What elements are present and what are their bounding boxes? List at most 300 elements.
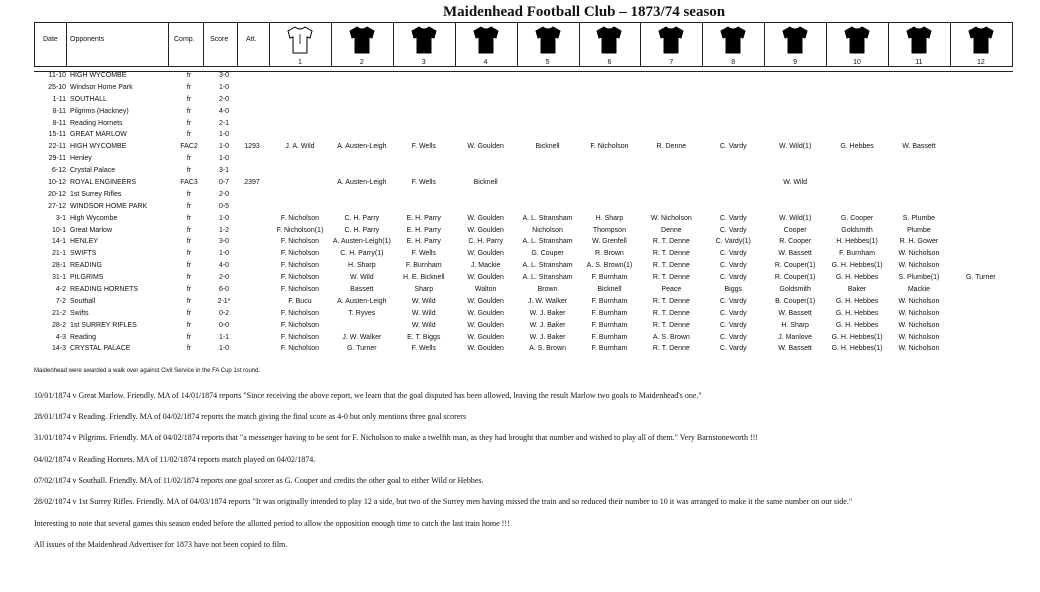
match-score: 2-1 (218, 119, 230, 127)
player-name: Denne (661, 226, 682, 234)
note-line: 31/01/1874 v Pilgrims. Friendly. MA of 04/02/1874 reports that "a messenger having to be sent for F. Nicholson to make a twelfth man, as they had brought that number and wished to play all of them." Very Barnstoneworth !!! (34, 433, 758, 442)
match-date: 4-2 (55, 286, 66, 294)
match-score: 1-0 (218, 83, 230, 91)
page-title: Maidenhead Football Club – 1873/74 season (443, 4, 726, 20)
player-name: W. Goulden (467, 143, 504, 151)
player-name: F. Nicholson (280, 321, 319, 329)
match-competition: fr (186, 119, 192, 127)
match-score: 0-5 (218, 202, 230, 210)
player-name: F. Nicholson (590, 143, 629, 151)
match-competition: fr (186, 262, 192, 270)
player-name: W. Goulden (467, 321, 504, 329)
player-name: W. Goulden (467, 309, 504, 317)
player-name: Walton (474, 286, 497, 294)
match-date: 14-3 (51, 345, 66, 353)
player-name: G. Turner (966, 274, 996, 282)
match-date: 21-1 (51, 250, 66, 258)
match-opponent: SWIFTS (70, 250, 97, 258)
match-opponent: WINDSOR HOME PARK (70, 202, 148, 210)
match-opponent: Swifts (70, 309, 89, 317)
note-line: 28/01/1874 v Reading. Friendly. MA of 04/02/1874 reports the match giving the final score as 4-0 but only mentions three goal scorers (34, 412, 467, 421)
player-number: 8 (731, 59, 736, 66)
match-opponent: Reading (70, 333, 97, 341)
match-competition: fr (186, 238, 192, 246)
player-name: R. T. Denne (652, 297, 690, 305)
match-competition: fr (186, 107, 192, 115)
player-name: G. H. Hebbes(1) (831, 333, 883, 341)
player-name: J. Manlove (778, 333, 813, 341)
player-column-header (950, 23, 1012, 66)
black-shirt-icon (720, 26, 746, 54)
match-opponent: Southall (70, 297, 96, 305)
player-number: 12 (976, 59, 985, 66)
player-name: C. Vardy (719, 297, 747, 305)
player-name: F. Bucu (288, 297, 312, 305)
player-number: 10 (853, 59, 861, 66)
player-name: W. Wild (411, 297, 436, 305)
match-competition: fr (186, 309, 192, 317)
player-name: C. Vardy (719, 309, 747, 317)
match-date: 15-11 (48, 131, 66, 139)
player-name: W. Nicholson (898, 297, 940, 305)
match-date: 20-12 (48, 190, 66, 198)
match-competition: FAC3 (180, 179, 198, 187)
match-competition: fr (186, 226, 192, 234)
match-competition: fr (186, 345, 192, 353)
match-row (34, 296, 1034, 308)
match-row (34, 153, 1034, 165)
match-score: 2-1* (217, 297, 231, 305)
player-name: J. W. Walker (528, 297, 568, 305)
player-name: W. Wild (783, 179, 807, 187)
match-score: 0-0 (218, 321, 230, 329)
player-name: F. Nicholson (280, 250, 319, 258)
player-name: F. Burnham (591, 321, 628, 329)
match-opponent: CRYSTAL PALACE (70, 345, 131, 353)
match-row (34, 308, 1034, 320)
player-name: E. H. Parry (406, 226, 441, 234)
match-date: 28-1 (51, 262, 66, 270)
match-score: 2-0 (218, 95, 230, 103)
player-number: 5 (545, 59, 550, 66)
player-name: F. Burnham (591, 333, 628, 341)
walkover-note: Maidenhead were awarded a walk over against Civil Service in the FA Cup 1st round. (34, 368, 261, 374)
note-line: Interesting to note that several games this season ended before the allotted period to allow the opposition enough time to catch the last train home !!! (34, 519, 510, 528)
player-name: R. Couper(1) (774, 274, 816, 282)
header-divider (203, 22, 204, 67)
player-name: W. Wild(1) (779, 143, 812, 151)
match-opponent: READING (70, 262, 102, 270)
player-name: C. H. Parry (468, 238, 503, 246)
player-name: F. Burnham (405, 262, 442, 270)
match-competition: fr (186, 95, 192, 103)
match-score: 1-0 (218, 131, 230, 139)
player-name: W. Goulden (467, 250, 504, 258)
player-column-header (764, 23, 826, 66)
match-row (34, 343, 1034, 355)
header-divider (237, 22, 238, 67)
player-name: W. Bassett (778, 345, 812, 353)
match-competition: fr (186, 72, 192, 79)
player-name: G. Cooper (840, 214, 874, 222)
player-column-header (888, 23, 950, 66)
match-score: 3-1 (218, 167, 230, 175)
player-name: A. L. Stransham (522, 238, 573, 246)
match-row (34, 82, 1034, 94)
match-opponent: 1st SURREY RIFLES (70, 321, 137, 329)
player-column-header (331, 23, 393, 66)
player-name: A. L. Stransham (522, 214, 573, 222)
header-att: Att. (246, 36, 257, 43)
player-name: E. H. Parry (406, 238, 441, 246)
match-date: 1-11 (52, 95, 66, 103)
player-name: C. Vardy (719, 143, 747, 151)
match-date: 22-11 (48, 143, 66, 151)
player-name: A. S. Brown (652, 333, 690, 341)
player-name: G. H. Hebbes (835, 297, 879, 305)
match-row (34, 260, 1034, 272)
match-row (34, 141, 1034, 153)
player-name: F. Nicholson (280, 262, 319, 270)
player-name: C. Vardy (719, 345, 747, 353)
note-line: 07/02/1874 v Southall. Friendly. MA of 11/02/1874 reports one goal scorer as G. Couper and credits the other goal to either Wild or Hebbes. (34, 476, 484, 485)
match-score: 1-0 (218, 143, 230, 151)
match-competition: fr (186, 202, 192, 210)
match-score: 1-0 (218, 345, 230, 353)
player-name: F. Burnham (591, 345, 628, 353)
player-name: T. Ryves (348, 309, 376, 317)
player-name: E. H. Parry (406, 214, 441, 222)
player-name: C. H. Parry(1) (340, 250, 384, 258)
match-row (34, 177, 1034, 189)
player-name: E. T. Biggs (407, 333, 441, 341)
player-name: Brown (537, 286, 558, 294)
player-name: F. Nicholson (280, 274, 319, 282)
match-score: 1-1 (218, 333, 230, 341)
player-name: C. Vardy (719, 274, 747, 282)
player-name: F. Burnham (591, 274, 628, 282)
player-name: F. Wells (411, 345, 436, 353)
player-name: G. H. Hebbes (835, 321, 879, 329)
player-column-header (579, 23, 641, 66)
match-row (34, 213, 1034, 225)
player-number: 1 (297, 59, 302, 66)
player-name: H. Sharp (348, 262, 376, 270)
player-name: W. Nicholson (898, 262, 940, 270)
player-name: W. Goulden (467, 345, 504, 353)
player-name: W. Wild (411, 321, 436, 329)
player-name: F. Wells (411, 143, 436, 151)
match-row (34, 129, 1034, 141)
player-name: F. Burnham (591, 297, 628, 305)
player-name: W. Wild (411, 309, 436, 317)
player-name: R. T. Denne (652, 309, 690, 317)
player-name: J. Mackie (470, 262, 501, 270)
player-name: H. Hebbes(1) (836, 238, 878, 246)
note-line: All issues of the Maidenhead Advertiser for 1873 have not been copied to film. (34, 540, 288, 549)
note-line: 10/01/1874 v Great Marlow. Friendly. MA of 14/01/1874 reports "Since receiving the above report, we learn that the goal disputed has been allowed, leaving the result Marlow two goals to Maidenhead's one." (34, 391, 702, 400)
black-shirt-icon (906, 26, 932, 54)
player-name: Mackie (907, 286, 931, 294)
player-name: R. H. Gower (899, 238, 939, 246)
match-date: 10-1 (51, 226, 66, 234)
match-opponent: PILGRIMS (70, 274, 104, 282)
player-name: C. Vardy (719, 226, 747, 234)
match-date: 28-2 (51, 321, 66, 329)
header-divider (66, 22, 67, 67)
player-name: W. Nicholson (650, 214, 692, 222)
header-date: Date (43, 36, 58, 43)
player-name: C. Vardy (719, 333, 747, 341)
player-name: R. T. Denne (652, 250, 690, 258)
black-shirt-icon (844, 26, 870, 54)
match-date: 6-12 (51, 167, 66, 175)
player-name: W. Nicholson (898, 345, 940, 353)
player-name: W. J. Baker (529, 333, 566, 341)
player-name: G. H. Hebbes(1) (831, 345, 883, 353)
player-name: F. Nicholson(1) (276, 226, 324, 234)
player-name: R. Denne (656, 143, 687, 151)
match-competition: fr (186, 321, 192, 329)
match-competition: fr (186, 131, 192, 139)
match-opponent: Pilgrims (Hackney) (70, 107, 129, 115)
match-row (34, 165, 1034, 177)
header-score: Score (210, 36, 229, 43)
match-row (34, 118, 1034, 130)
match-score: 1-0 (218, 214, 230, 222)
black-shirt-icon (658, 26, 684, 54)
match-score: 1-0 (218, 155, 230, 163)
player-name: F. Nicholson (280, 333, 319, 341)
player-name: R. T. Denne (652, 345, 690, 353)
player-name: Baker (847, 286, 867, 294)
match-competition: fr (186, 214, 192, 222)
player-column-header (269, 23, 331, 66)
match-opponent: Henley (70, 155, 92, 163)
match-row (34, 332, 1034, 344)
player-name: G. Turner (347, 345, 377, 353)
player-name: Bicknell (597, 286, 622, 294)
player-name: H. Sharp (781, 321, 809, 329)
player-name: A. L. Stransham (522, 262, 573, 270)
match-row (34, 284, 1034, 296)
match-opponent: GREAT MARLOW (70, 131, 127, 139)
match-opponent: Great Marlow (70, 226, 113, 234)
match-opponent: HIGH WYCOMBE (70, 72, 127, 79)
player-name: C. Vardy (719, 214, 747, 222)
match-attendance: 1293 (244, 143, 260, 151)
match-table (34, 70, 1034, 355)
match-date: 25-10 (48, 83, 66, 91)
black-shirt-icon (473, 26, 499, 54)
match-score: 3-0 (218, 238, 230, 246)
player-name: F. Wells (411, 250, 436, 258)
player-name: A. Austen-Leigh (337, 143, 387, 151)
match-date: 21-2 (51, 309, 66, 317)
match-row (34, 189, 1034, 201)
player-name: F. Nicholson (280, 286, 319, 294)
match-attendance: 2397 (244, 179, 260, 187)
player-number: 3 (421, 59, 426, 66)
match-opponent: HENLEY (70, 238, 99, 246)
player-name: Bicknell (535, 143, 560, 151)
match-date: 7-2 (55, 297, 66, 305)
match-row (34, 106, 1034, 118)
header-comp: Comp. (174, 36, 195, 43)
match-opponent: High Wycombe (70, 214, 118, 222)
black-shirt-icon (782, 26, 808, 54)
player-name: F. Burnham (839, 250, 875, 258)
note-line: 04/02/1874 v Reading Hornets. MA of 11/02/1874 reports match played on 04/02/1874. (34, 455, 316, 464)
match-date: 8-11 (52, 107, 66, 115)
match-competition: fr (186, 333, 192, 341)
player-name: A. L. Stransham (522, 274, 573, 282)
player-name: W. Wild(1) (779, 214, 812, 222)
player-name: F. Nicholson (280, 238, 319, 246)
player-name: W. Bassett (778, 309, 812, 317)
player-name: W. Goulden (467, 333, 504, 341)
player-name: S. Plumbe(1) (898, 274, 940, 282)
match-score: 2-0 (218, 190, 230, 198)
player-name: C. Vardy(1) (715, 238, 751, 246)
player-name: W. Nicholson (898, 309, 940, 317)
player-name: Biggs (724, 286, 742, 294)
header-divider (168, 22, 169, 67)
player-name: B. Couper(1) (775, 297, 816, 305)
player-name: Plumbe (907, 226, 931, 234)
match-competition: fr (186, 167, 192, 175)
player-name: R. T. Denne (652, 321, 690, 329)
player-name: A. S. Brown(1) (586, 262, 633, 270)
player-name: R. Brown (595, 250, 624, 258)
match-score: 4-0 (218, 107, 230, 115)
player-name: F. Nicholson (280, 345, 319, 353)
player-number: 9 (793, 59, 798, 66)
player-name: Sharp (414, 286, 434, 294)
match-competition: FAC2 (180, 143, 198, 151)
player-number: 6 (607, 59, 612, 66)
player-number: 4 (483, 59, 488, 66)
match-competition: fr (186, 297, 192, 305)
player-name: R. T. Denne (652, 262, 690, 270)
player-name: C. Vardy (719, 250, 747, 258)
match-score: 0-2 (218, 309, 230, 317)
player-name: A. Austen-Leigh (337, 179, 387, 187)
match-opponent: SOUTHALL (70, 95, 107, 103)
player-name: Nicholson (532, 226, 563, 234)
player-name: G. Hebbes (840, 143, 874, 151)
match-row (34, 225, 1034, 237)
black-shirt-icon (596, 26, 622, 54)
match-opponent: READING HORNETS (70, 286, 139, 294)
match-score: 0-7 (218, 179, 230, 187)
match-row (34, 70, 1034, 82)
player-name: W. Goulden (467, 274, 504, 282)
match-competition: fr (186, 274, 192, 282)
match-row (34, 320, 1034, 332)
match-competition: fr (186, 83, 192, 91)
player-column-header (640, 23, 702, 66)
match-row (34, 272, 1034, 284)
match-opponent: 1st Surrey Rifles (70, 190, 122, 198)
player-name: W. Goulden (467, 297, 504, 305)
match-score: 2-0 (218, 274, 230, 282)
player-name: G. H. Hebbes(1) (831, 262, 883, 270)
player-name: W. Bassett (902, 143, 936, 151)
player-name: W. Goulden (467, 226, 504, 234)
match-opponent: HIGH WYCOMBE (70, 143, 127, 151)
player-column-header (393, 23, 455, 66)
black-shirt-icon (968, 26, 994, 54)
player-name: W. Wild (349, 274, 374, 282)
player-name: Bicknell (473, 179, 498, 187)
match-date: 29-11 (48, 155, 66, 163)
player-name: S. Plumbe (902, 214, 936, 222)
player-name: Bassett (350, 286, 374, 294)
match-date: 8-11 (52, 119, 66, 127)
player-name: F. Burnham (591, 309, 628, 317)
player-name: W. J. Baker (529, 309, 566, 317)
player-name: Goldsmith (841, 226, 873, 234)
player-column-header (702, 23, 764, 66)
player-name: C. H. Parry (344, 226, 380, 234)
match-date: 11-10 (48, 72, 66, 79)
player-name: R. Couper(1) (774, 262, 816, 270)
match-opponent: ROYAL ENGINEERS (70, 179, 137, 187)
match-score: 6-0 (218, 286, 230, 294)
black-shirt-icon (349, 26, 375, 54)
player-name: R. T. Denne (652, 238, 690, 246)
player-name: C. H. Parry (344, 214, 380, 222)
player-name: A. Austen-Leigh(1) (332, 238, 391, 246)
header-opponents: Opponents (70, 36, 105, 43)
match-date: 14-1 (51, 238, 66, 246)
player-name: Peace (661, 286, 682, 294)
player-number: 2 (359, 59, 364, 66)
match-row (34, 236, 1034, 248)
player-name: W. Nicholson (898, 333, 940, 341)
match-row (34, 248, 1034, 260)
player-number: 7 (669, 59, 674, 66)
player-number: 11 (915, 59, 923, 66)
match-row (34, 94, 1034, 106)
player-name: F. Wells (411, 179, 436, 187)
player-name: W. Goulden (467, 214, 504, 222)
match-date: 3-1 (55, 214, 66, 222)
player-name: J. W. Walker (342, 333, 382, 341)
player-name: G. Couper (531, 250, 564, 258)
match-opponent: Reading Hornets (70, 119, 123, 127)
white-shirt-icon (287, 26, 313, 54)
player-name: C. Vardy (719, 262, 747, 270)
player-name: C. Vardy (719, 321, 747, 329)
player-name: J. A. Wild (285, 143, 315, 151)
match-opponent: Crystal Palace (70, 167, 116, 175)
player-name: Cooper (783, 226, 807, 234)
match-opponent: Windsor Home Park (70, 83, 133, 91)
match-score: 1-0 (218, 250, 230, 258)
player-name: A. Austen-Leigh (337, 297, 387, 305)
player-name: W. Nicholson (898, 250, 940, 258)
match-date: 27-12 (48, 202, 66, 210)
player-name: W. Grenfell (592, 238, 627, 246)
player-name: W. Bassett (778, 250, 812, 258)
match-score: 3-0 (218, 72, 230, 79)
player-name: R. Cooper (779, 238, 812, 246)
player-name: F. Nicholson (280, 214, 319, 222)
match-date: 31-1 (51, 274, 66, 282)
player-name: G. H. Hebbes (835, 274, 879, 282)
